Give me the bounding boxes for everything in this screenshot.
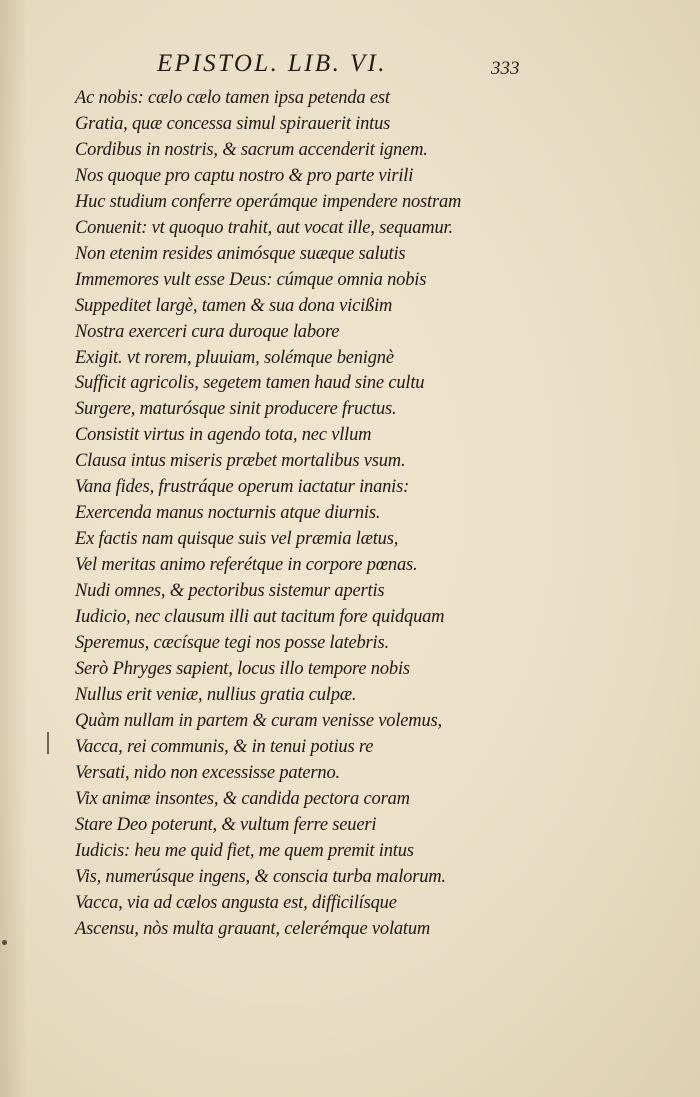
- verse-line: Serò Phryges sapient, locus illo tempore nobis: [75, 658, 410, 679]
- verse-line: Nudi omnes, & pectoribus sistemur apertis: [75, 581, 385, 602]
- verse-line: Exigit. vt rorem, pluuiam, solémque benignè: [75, 347, 394, 368]
- verse-line: Conuenit: vt quoquo trahit, aut vocat ille, sequamur.: [75, 217, 453, 238]
- verse-line: Iudicio, nec clausum illi aut tacitum fore quidquam: [75, 607, 445, 628]
- verse-line: Versati, nido non excessisse paterno.: [75, 762, 340, 783]
- verse-list: [75, 86, 530, 942]
- verse-line: Iudicis: heu me quid fiet, me quem premit intus: [75, 840, 414, 861]
- verse-line: Suppeditet largè, tamen & sua dona vicißim: [75, 295, 393, 316]
- verse-line: Exercenda manus nocturnis atque diurnis.: [75, 503, 381, 524]
- verse-line: Nos quoque pro captu nostro & pro parte virili: [75, 165, 414, 186]
- verse-line: Nullus erit veniæ, nullius gratia culpæ.: [75, 684, 357, 705]
- verse-line: Sufficit agricolis, segetem tamen haud sine cultu: [75, 373, 425, 394]
- verse-line: Vix animæ insontes, & candida pectora coram: [75, 788, 410, 809]
- verse-line: Vel meritas animo referétque in corpore pœnas.: [75, 555, 418, 576]
- verse-line: Vana fides, frustráque operum iactatur inanis:: [75, 477, 410, 498]
- verse-line: Surgere, maturósque sinit producere fructus.: [75, 399, 397, 420]
- verse-line: Ascensu, nòs multa grauant, celerémque volatum: [75, 918, 431, 939]
- verse-line: Non etenim resides animósque suæque salutis: [75, 243, 406, 264]
- verse-line: Clausa intus miseris præbet mortalibus vsum.: [75, 451, 406, 472]
- verse-line: Consistit virtus in agendo tota, nec vllum: [75, 425, 372, 446]
- verse-line: Ac nobis: cælo cælo tamen ipsa petenda est: [75, 88, 390, 108]
- verse-line: Huc studium conferre operámque impendere nostram: [75, 191, 462, 212]
- verse-line: Cordibus in nostris, & sacrum accenderit ignem.: [75, 139, 428, 160]
- verse-line: Ex factis nam quisque suis vel præmia lætus,: [75, 529, 399, 550]
- verse-line: Quàm nullam in partem & curam venisse volemus,: [75, 710, 442, 731]
- verse-line: Vis, numerúsque ingens, & conscia turba malorum.: [75, 866, 446, 887]
- verse-line: Immemores vult esse Deus: cúmque omnia nobis: [75, 269, 427, 290]
- verse-line: Stare Deo poterunt, & vultum ferre seueri: [75, 814, 377, 835]
- gutter-shadow: [0, 0, 28, 1097]
- margin-mark: [47, 732, 49, 754]
- page-number: 333: [491, 58, 520, 79]
- verse-line: Vacca, via ad cælos angusta est, difficilísque: [75, 892, 397, 913]
- ink-spot: [2, 940, 7, 945]
- running-head: EPISTOL. LIB. VI.: [157, 50, 387, 77]
- verse-line: Gratia, quæ concessa simul spirauerit intus: [75, 113, 391, 134]
- page-header: [0, 48, 700, 84]
- verse-line: Vacca, rei communis, & in tenui potius re: [75, 736, 374, 757]
- verse-line: Speremus, cæcísque tegi nos posse latebris.: [75, 633, 389, 654]
- verse-line: Nostra exerceri cura duroque labore: [75, 321, 340, 342]
